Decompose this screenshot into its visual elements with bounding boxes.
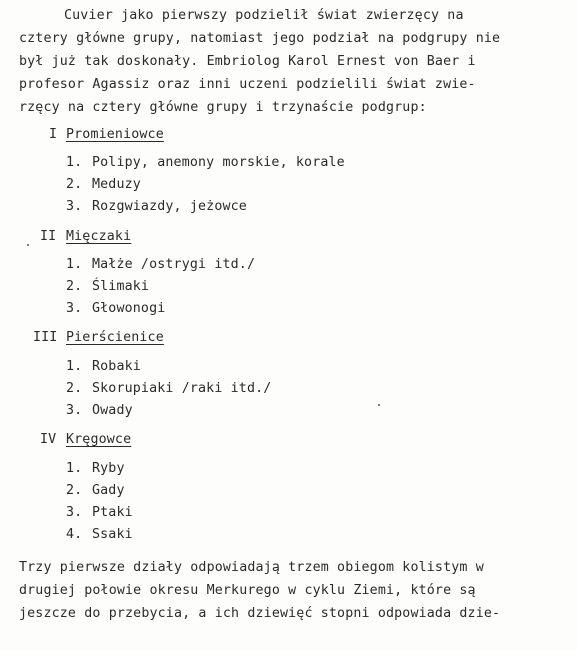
- list-item: Robaki: [92, 359, 141, 374]
- list-item: Owady: [92, 403, 133, 418]
- scan-speck: [27, 244, 29, 246]
- list-item-number: 1.: [66, 155, 83, 170]
- group-heading: Pierścienice: [66, 330, 164, 345]
- list-item-number: 3.: [66, 199, 83, 214]
- group-heading: Promieniowce: [66, 127, 164, 142]
- group-heading: Kręgowce: [66, 432, 132, 447]
- closing-line: Trzy pierwsze działy odpowiadają trzem obiegom kolistym w: [19, 560, 484, 575]
- list-item: Meduzy: [92, 177, 141, 192]
- list-item: Rozgwiazdy, jeżowce: [92, 199, 247, 214]
- list-item-number: 2.: [66, 381, 83, 396]
- list-item-number: 2.: [66, 279, 83, 294]
- group-numeral: IV: [40, 432, 57, 447]
- list-item: Ptaki: [92, 505, 133, 520]
- list-item-number: 3.: [66, 505, 83, 520]
- intro-line: profesor Agassiz oraz inni uczeni podzielili świat zwie-: [19, 77, 476, 92]
- closing-line: drugiej połowie okresu Merkurego w cyklu Ziemi, które są: [19, 583, 476, 598]
- list-item-number: 1.: [66, 461, 83, 476]
- list-item-number: 4.: [66, 527, 83, 542]
- list-item: Głowonogi: [92, 301, 166, 316]
- intro-line: Cuvier jako pierwszy podzielił świat zwierzęcy na: [64, 8, 464, 23]
- list-item: Ślimaki: [92, 279, 150, 294]
- intro-line: był już tak doskonały. Embriolog Karol Ernest von Baer i: [19, 54, 476, 69]
- list-item: Skorupiaki /raki itd./: [92, 381, 272, 396]
- list-item: Ryby: [92, 461, 125, 476]
- scan-speck: [378, 404, 380, 406]
- list-item-number: 3.: [66, 301, 83, 316]
- list-item: Gady: [92, 483, 125, 498]
- group-numeral: I: [49, 127, 58, 142]
- intro-line: rzęcy na cztery główne grupy i trzynaście podgrup:: [19, 100, 427, 115]
- list-item-number: 2.: [66, 483, 83, 498]
- intro-line: cztery główne grupy, natomiast jego podział na podgrupy nie: [19, 31, 501, 46]
- list-item-number: 1.: [66, 257, 83, 272]
- group-numeral: II: [40, 229, 57, 244]
- group-heading: Mięczaki: [66, 229, 132, 244]
- list-item-number: 3.: [66, 403, 83, 418]
- list-item: Polipy, anemony morskie, korale: [92, 155, 345, 170]
- list-item-number: 2.: [66, 177, 83, 192]
- closing-line: jeszcze do przebycia, a ich dziewięć stopni odpowiada dzie-: [19, 606, 501, 621]
- list-item-number: 1.: [66, 359, 83, 374]
- group-numeral: III: [33, 330, 58, 345]
- list-item: Małże /ostrygi itd./: [92, 257, 256, 272]
- list-item: Ssaki: [92, 527, 133, 542]
